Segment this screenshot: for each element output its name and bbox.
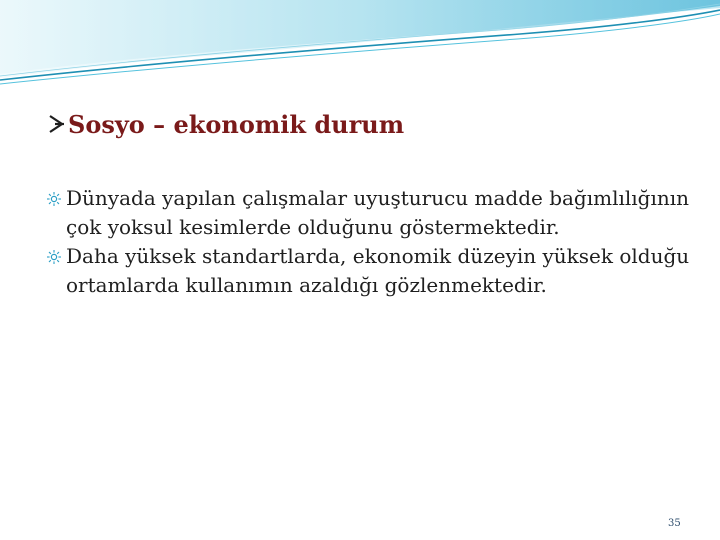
slide-heading xyxy=(48,108,404,140)
page-number: 35 xyxy=(668,518,681,529)
sun-bullet-icon xyxy=(44,184,64,213)
list-item xyxy=(44,242,694,300)
bullet-text: Daha yüksek standartlarda, ekonomik düzeyin yüksek olduğu ortamlarda kullanımın azaldığı gözlenmektedir. xyxy=(66,244,690,297)
list-item xyxy=(44,184,694,242)
bullet-list xyxy=(44,184,694,300)
bullet-text: Dünyada yapılan çalışmalar uyuşturucu madde bağımlılığının çok yoksul kesimlerde olduğunu göstermektedir. xyxy=(66,186,690,239)
heading-text: Sosyo – ekonomik durum xyxy=(68,109,405,139)
sun-bullet-icon xyxy=(44,242,64,271)
header-wave-decoration xyxy=(0,0,720,90)
arrow-right-icon xyxy=(48,114,66,134)
